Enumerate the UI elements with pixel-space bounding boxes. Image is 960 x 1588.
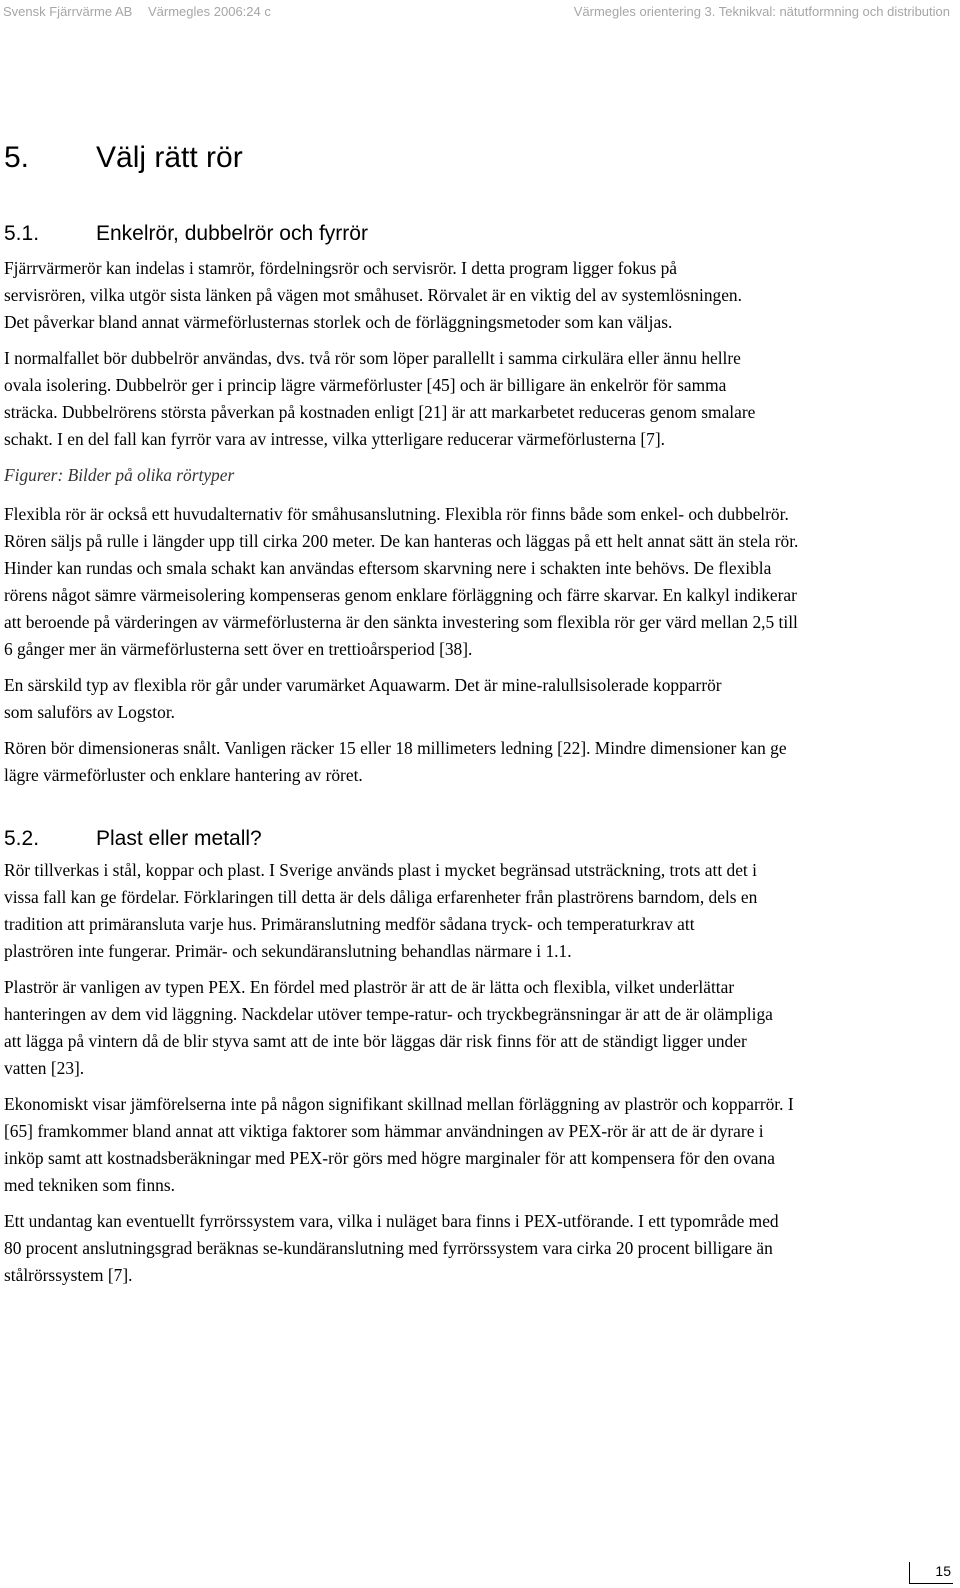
section-5-2-heading (4, 825, 954, 853)
paragraph-5-2-3: Ekonomiskt visar jämförelserna inte på någon signifikant skillnad mellan förläggning av plaströr och kopparrör. I [65] framkommer bland annat att viktiga faktorer som hämmar användningen av PEX-rör är att de är dyrare i inköp samt att kostnadsberäkningar med PEX-rör görs med högre marginaler för att kompensera för den ovana med tekniken som finns. (4, 1094, 794, 1195)
header-document-title: Värmegles orientering 3. Teknikval: nätutformning och distribution (573, 4, 950, 19)
figure-caption: Figurer: Bilder på olika rörtyper (4, 465, 235, 485)
paragraph-5-2-4: Ett undantag kan eventuellt fyrrörssystem vara, vilka i nuläget bara finns i PEX-utförande. I ett typområde med 80 procent anslutningsgrad beräknas se-kundäranslutning med fyrrörssystem vara cirka 20 procent billigare än stålrörssystem [7]. (4, 1211, 779, 1285)
section-5-title: Välj rätt rör (96, 141, 243, 174)
paragraph-5-2-1: Rör tillverkas i stål, koppar och plast. I Sverige används plast i mycket begränsad utsträckning, trots att det i vissa fall kan ge fördelar. Förklaringen till detta är dels dåliga erfarenheter från plaströrens barndom, dels en tradition att primäransluta varje hus. Primäranslutning medför sådana tryck- och temperaturkrav att plaströren inte fungerar. Primär- och sekundäranslutning behandlas närmare i 1.1. (4, 860, 758, 961)
page-content (4, 138, 954, 1289)
paragraph-5-1-4: En särskild typ av flexibla rör går under varumärket Aquawarm. Det är mine-ralullsisolerade kopparrör som saluförs av Logstor. (4, 675, 722, 722)
paragraph-5-1-1: Fjärrvärmerör kan indelas i stamrör, fördelningsrör och servisrör. I detta program ligger fokus på servisrören, vilka utgör sista länken på vägen mot småhuset. Rörvalet är en viktig del av systemlösningen. Det påverkar bland annat värmeförlusternas storlek och de förläggningsmetoder som kan väljas. (4, 258, 742, 332)
section-5-number: 5. (4, 141, 30, 174)
section-5-1-number: 5.1. (4, 222, 40, 245)
section-5-heading (4, 138, 954, 178)
section-5-2-number: 5.2. (4, 827, 40, 850)
running-header (0, 4, 960, 24)
paragraph-5-1-5: Rören bör dimensioneras snålt. Vanligen räcker 15 eller 18 millimeters ledning [22]. Mindre dimensioner kan ge lägre värmeförluster och enklare hantering av röret. (4, 738, 787, 785)
section-5-1-title: Enkelrör, dubbelrör och fyrrör (96, 222, 368, 245)
header-doc-code: Värmegles 2006:24 c (148, 4, 271, 19)
section-5-2-title: Plast eller metall? (96, 827, 262, 850)
paragraph-5-1-2: I normalfallet bör dubbelrör användas, dvs. två rör som löper parallellt i samma cirkulära eller ännu hellre ovala isolering. Dubbelrör ger i princip lägre värmeförluster [45] och är billigare än enkelrör för samma sträcka. Dubbelrörens största påverkan på kostnaden enligt [21] är att markarbetet reduceras genom smalare schakt. I en del fall kan fyrrör vara av intresse, vilka ytterligare reducerar värmeförlusterna [7]. (4, 348, 756, 449)
section-5-1-heading (4, 220, 954, 248)
paragraph-5-2-2: Plaströr är vanligen av typen PEX. En fördel med plaströr är att de är lätta och flexibla, vilket underlättar hanteringen av dem vid läggning. Nackdelar utöver tempe-ratur- och tryckbegränsningar är att de är olämpliga att lägga på vintern då de blir styva samt att de inte bör läggas där risk finns för att de ständigt ligger under vatten [23]. (4, 977, 773, 1078)
paragraph-5-1-3: Flexibla rör är också ett huvudalternativ för småhusanslutning. Flexibla rör finns både som enkel- och dubbelrör. Rören säljs på rulle i längder upp till cirka 200 meter. De kan hanteras och läggas på ett helt annat sätt än stela rör. Hinder kan rundas och smala schakt kan användas eftersom skarvning nere i schakten inte behövs. De flexibla rörens något sämre värmeisolering kompenseras genom enklare förläggning och färre skarvar. En kalkyl indikerar att beroende på värderingen av värmeförlusterna är den sänkta investering som flexibla rör ger värd mellan 2,5 till 6 gånger mer än värmeförlusterna sett över en trettioårsperiod [38]. (4, 504, 799, 659)
page-number: 15 (909, 1562, 953, 1584)
header-company: Svensk Fjärrvärme AB (3, 4, 133, 19)
